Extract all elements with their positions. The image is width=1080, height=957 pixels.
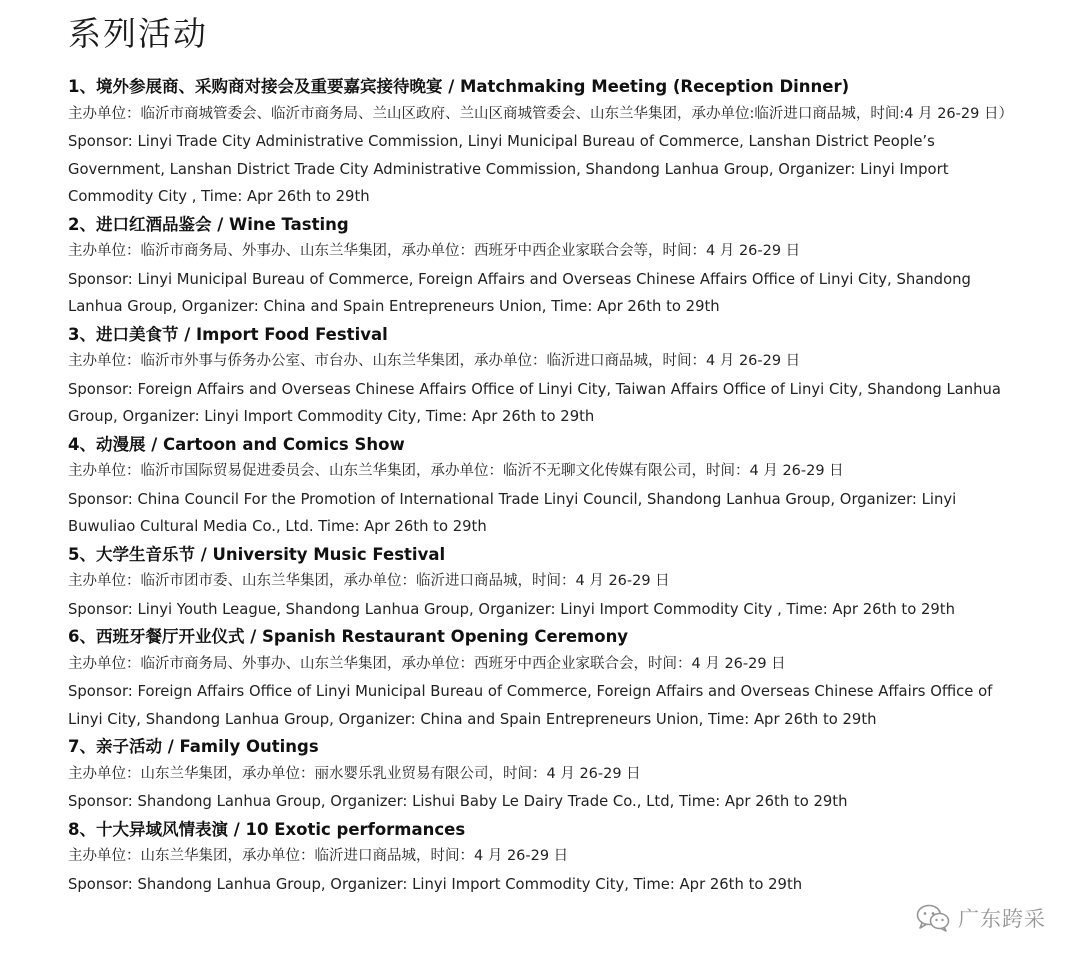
event-sponsor-cn: 主办单位：临沂市团市委、山东兰华集团，承办单位：临沂进口商品城，时间：4 月 26-29 日 [68,573,670,589]
event-sponsor-en: Sponsor: Foreign Affairs and Overseas Chinese Affairs Office of Linyi City, Taiwan Affairs Office of Linyi City, Shandong Lanhua Group, Organizer: Linyi Import Commodity City, Time: Apr 26th to 29th [68,380,1002,425]
event-list [68,73,1028,898]
event-sponsor-en: Sponsor: Linyi Municipal Bureau of Commerce, Foreign Affairs and Overseas Chinese Affairs Office of Linyi City, Shandong Lanhua Group, Organizer: China and Spain Entrepreneurs Union, Time: Apr 26th to 29th [68,270,971,315]
event-heading: 7、亲子活动 / Family Outings [68,737,319,756]
event-sponsor-cn: 主办单位：临沂市国际贸易促进委员会、山东兰华集团，承办单位：临沂不无聊文化传媒有限公司，时间：4 月 26-29 日 [68,463,844,479]
event-item [68,541,1028,624]
event-heading: 8、十大异域风情表演 / 10 Exotic performances [68,819,466,839]
event-sponsor-cn: 主办单位：山东兰华集团，承办单位：临沂进口商品城，时间：4 月 26-29 日 [68,848,569,864]
event-item [68,211,1028,321]
event-sponsor-cn: 主办单位：临沂市商务局、外事办、山东兰华集团，承办单位：西班牙中西企业家联合会，时间：4 月 26-29 日 [68,655,786,672]
event-sponsor-en: Sponsor: Linyi Trade City Administrative Commission, Linyi Municipal Bureau of Commerce, Lanshan District People’s Government, Lanshan District Trade City Administrative Commission, Shandong Lanhua Group, Organizer: Linyi Import Commodity City , Time: Apr 26th to 29th [68,133,949,205]
event-sponsor-cn: 主办单位：临沂市商务局、外事办、山东兰华集团，承办单位：西班牙中西企业家联合会等，时间：4 月 26-29 日 [68,243,801,259]
event-sponsor-en: Sponsor: Linyi Youth League, Shandong Lanhua Group, Organizer: Linyi Import Commodity City , Time: Apr 26th to 29th [68,600,955,618]
event-sponsor-cn: 主办单位：山东兰华集团，承办单位：丽水婴乐乳业贸易有限公司，时间：4 月 26-29 日 [68,765,641,782]
event-sponsor-en: Sponsor: Shandong Lanhua Group, Organizer: Lishui Baby Le Dairy Trade Co., Ltd, Time: Apr 26th to 29th [68,793,848,810]
event-sponsor-en: Sponsor: Foreign Affairs Office of Linyi Municipal Bureau of Commerce, Foreign Affairs and Overseas Chinese Affairs Office of Linyi City, Shandong Lanhua Group, Organizer: China and Spain Entrepreneurs Union, Time: Apr 26th to 29th [68,683,993,728]
event-heading: 5、大学生音乐节 / University Music Festival [68,544,446,564]
event-sponsor-en: Sponsor: Shandong Lanhua Group, Organizer: Linyi Import Commodity City, Time: Apr 26th to 29th [68,875,803,893]
event-sponsor-en: Sponsor: China Council For the Promotion of International Trade Linyi Council, Shandong Lanhua Group, Organizer: Linyi Buwuliao Cultural Media Co., Ltd. Time: Apr 26th to 29th [68,490,957,535]
watermark-text: 广东跨采 [958,907,1046,931]
event-sponsor-cn: 主办单位：临沂市外事与侨务办公室、市台办、山东兰华集团，承办单位：临沂进口商品城，时间：4 月 26-29 日 [68,353,801,369]
watermark [916,903,1046,933]
event-item [68,431,1028,541]
event-heading: 1、境外参展商、采购商对接会及重要嘉宾接待晚宴 / Matchmaking Meeting (Reception Dinner) [68,77,850,96]
event-item [68,73,1028,211]
page-title: 系列活动 [68,14,208,53]
event-item [68,733,1028,816]
wechat-icon [916,904,950,932]
event-heading: 6、西班牙餐厅开业仪式 / Spanish Restaurant Opening Ceremony [68,627,629,646]
event-heading: 2、进口红酒品鉴会 / Wine Tasting [68,214,349,234]
event-item [68,816,1028,899]
event-item [68,623,1028,733]
event-sponsor-cn: 主办单位：临沂市商城管委会、临沂市商务局、兰山区政府、兰山区商城管委会、山东兰华集团，承办单位:临沂进口商品城，时间:4 月 26-29 日） [68,105,1013,122]
event-heading: 3、进口美食节 / Import Food Festival [68,324,388,344]
event-item [68,321,1028,431]
event-heading: 4、动漫展 / Cartoon and Comics Show [68,434,405,454]
